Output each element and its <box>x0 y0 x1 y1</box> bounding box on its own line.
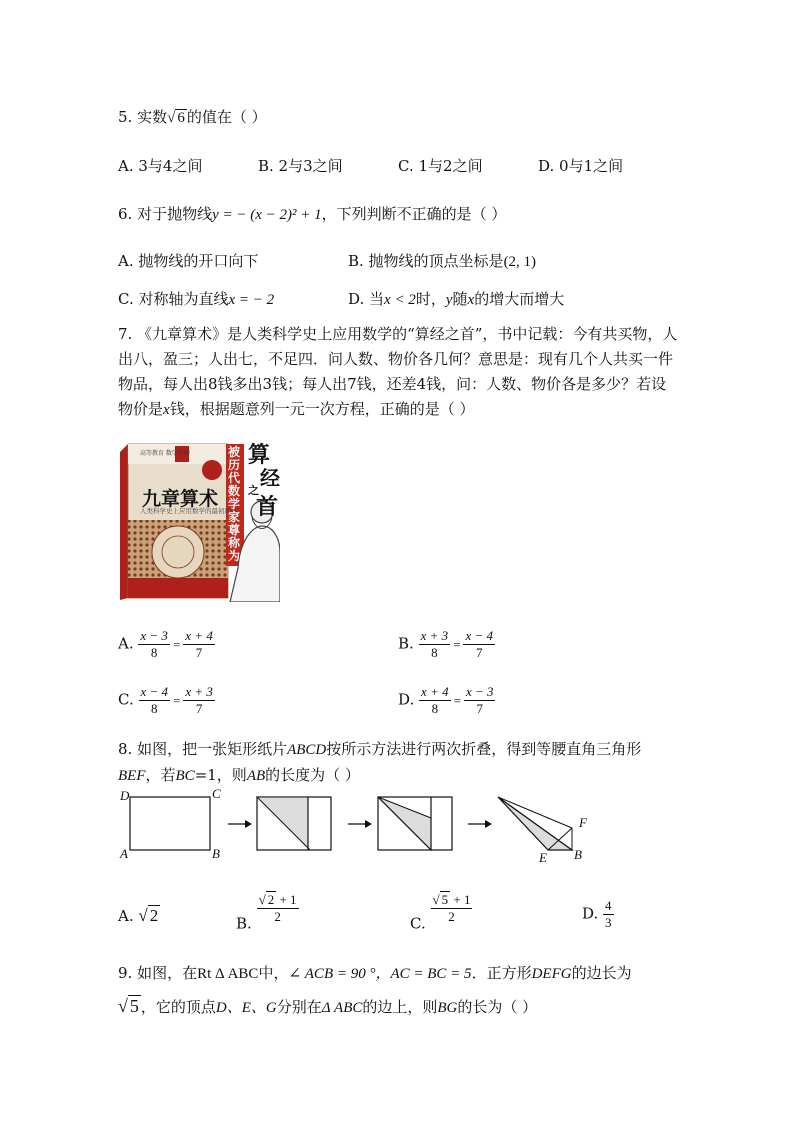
calligraphy-char-3: 之 <box>248 484 259 497</box>
q6-option-a: A. 抛物线的开口向下 <box>118 252 259 270</box>
q7-book-illustration <box>120 440 280 602</box>
q8-label-a: A <box>120 846 128 861</box>
q8-label-d: D <box>120 788 130 803</box>
book-top-text: 高等教育 数学读物 <box>140 450 190 457</box>
q8-label-e: E <box>539 850 547 865</box>
q6-option-d: D. 当x < 2时，y随x的增大而增大 <box>348 290 565 308</box>
q8-stem: 8. 如图，把一张矩形纸片ABCD按所示方法进行两次折叠，得到等腰直角三角形BEF，若BC=1，则AB的长度为（ ） <box>118 740 642 784</box>
q6-formula: y = − (x − 2)² + 1 <box>212 207 322 223</box>
q6-stem: 6. 对于抛物线y = − (x − 2)² + 1，下列判断不正确的是（ ） <box>118 205 507 223</box>
q6-option-b: B. 抛物线的顶点坐标是(2, 1) <box>348 252 537 270</box>
q6-option-c: C. 对称轴为直线x = − 2 <box>118 290 275 308</box>
q7-option-b: B. $\frac{x + 3}{8}$ = $\frac{x - 4}{7}$ <box>398 628 494 660</box>
q5-option-a: A. 3与4之间 <box>118 157 203 175</box>
q7-stem: 7. 《九章算术》是人类科学史上应用数学的“算经之首”，书中记载：今有共买物，人出八，盈三；人出七，不足四．问人数、物价各几何？意思是：现有几个人共买一件物品，每人出8钱多出3钱；每人出7钱，还差4钱，问：人数、物价各是多少？若设物价是x钱，根据题意列一元一次方程，正确的是（ ） <box>118 325 678 418</box>
q7-option-d: D. $\frac{x + 4}{8}$ = $\frac{x - 3}{7}$ <box>398 684 494 716</box>
q8-option-b: B. $\frac{√ 2 + 1}{2}$ <box>236 892 297 933</box>
q5-option-d: D. 0与1之间 <box>538 157 624 175</box>
q8-label-f: F <box>579 815 587 830</box>
q8-option-d: D. $\frac{4}{3}$ <box>582 898 612 930</box>
q5-option-c: C. 1与2之间 <box>398 157 483 175</box>
calligraphy-char-1: 算 <box>248 442 271 468</box>
q5-option-b: B. 2与3之间 <box>258 157 343 175</box>
book-title: 九章算术 <box>142 488 219 510</box>
book-red-label: 被历代数学家尊称为 <box>228 445 241 563</box>
q8-label-b2: B <box>574 847 582 862</box>
q9-stem-line2: √ 5 ，它的顶点D、E、G分别在Δ ABC的边上，则BG的长为（ ） <box>118 996 538 1016</box>
q8-option-a: A. √ 2 <box>118 906 159 925</box>
rectangle-abcd <box>130 797 210 850</box>
calligraphy-char-4: 首 <box>256 494 279 520</box>
q8-folding-figure <box>116 788 596 864</box>
q7-option-c: C. $\frac{x - 4}{8}$ = $\frac{x + 3}{7}$ <box>118 684 213 716</box>
q5-sqrt: √ 6 <box>167 110 185 126</box>
q8-label-c: C <box>212 786 221 801</box>
q9-stem-line1: 9. 如图，在Rt Δ ABC中，∠ ACB = 90 °，AC = BC = 5．正方形DEFG的边长为 <box>118 964 632 982</box>
q8-option-c: C. $\frac{√ 5 + 1}{2}$ <box>410 892 471 933</box>
calligraphy-char-2: 经 <box>260 466 280 490</box>
q5-stem-text: 5. 实数 <box>118 108 168 126</box>
q8-label-b: B <box>212 846 220 861</box>
q5-stem: 5. 实数√ 6 的值在（ ） <box>118 108 267 126</box>
q7-option-a: A. $\frac{x - 3}{8}$ = $\frac{x + 4}{7}$ <box>118 628 213 660</box>
book-subtitle: 人类科学史上应用数学的最初巅峰 <box>140 507 238 515</box>
